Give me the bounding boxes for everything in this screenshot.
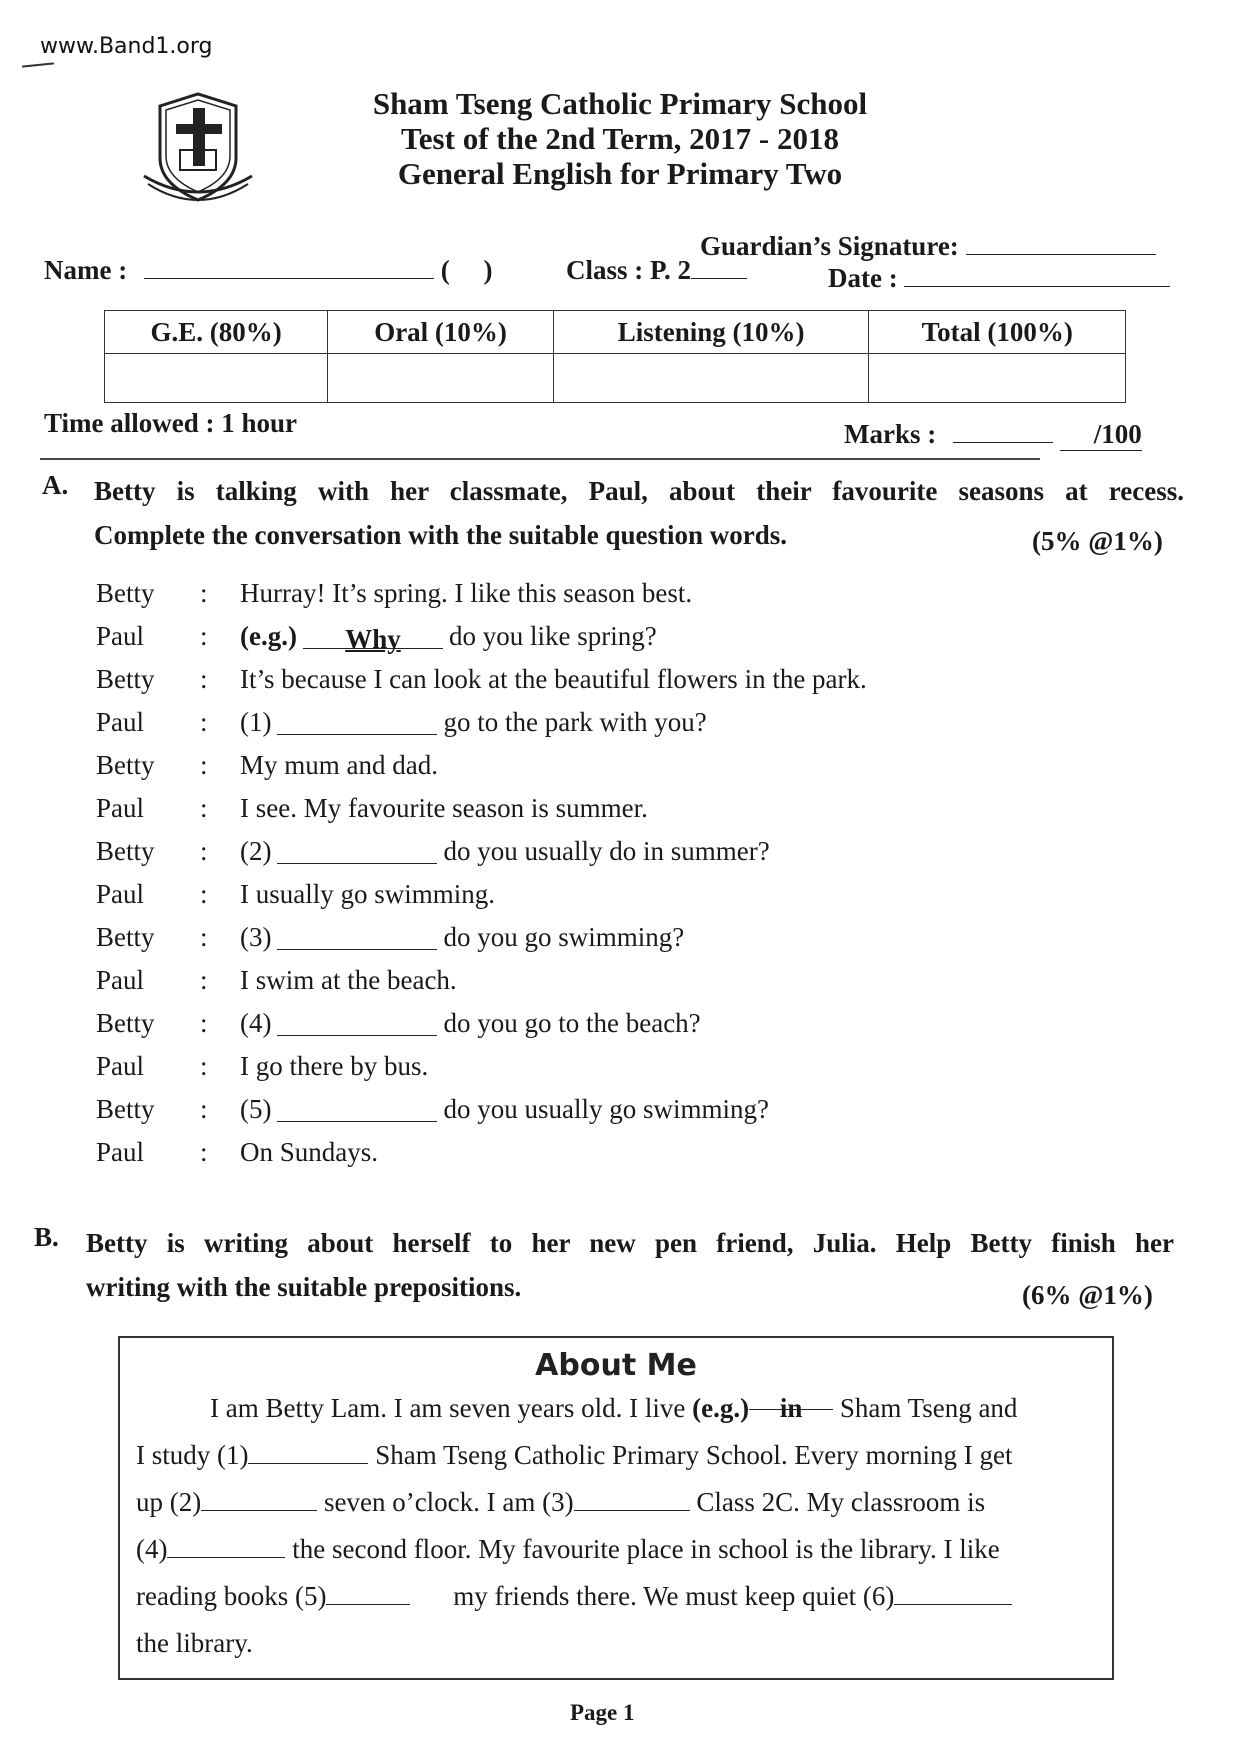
dialog-text: (2): [240, 836, 272, 866]
guardian-signature-row: [700, 230, 1156, 262]
guardian-signature-field[interactable]: [966, 230, 1156, 255]
marks-header-ge: G.E. (80%): [105, 311, 328, 354]
marks-cell-listening[interactable]: [553, 354, 869, 403]
section-a-instruction-2: Complete the conversation with the suitable question words.: [94, 520, 787, 550]
about-me-paragraph: [120, 1383, 1112, 1667]
dialog-list: [96, 572, 996, 1174]
para-text: my friends there. We must keep quiet (6): [446, 1581, 895, 1611]
marks-label: Marks :: [844, 419, 937, 449]
colon: :: [200, 793, 208, 823]
colon: :: [200, 578, 208, 608]
about-me-title: About Me: [535, 1348, 697, 1383]
para-text: seven o’clock. I am (3): [317, 1487, 574, 1517]
dialog-text: I go there by bus.: [240, 1051, 429, 1081]
section-b-instruction-1: Betty is writing about herself to her new pen friend, Julia. Help Betty finish her: [86, 1228, 1174, 1258]
marks-table: [104, 310, 1126, 403]
dialog-row: [96, 959, 996, 1002]
dialog-row: [96, 1002, 996, 1045]
dialog-text: I usually go swimming.: [240, 879, 495, 909]
speaker-name: Paul: [96, 965, 145, 995]
para-text: Sham Tseng and: [833, 1393, 1018, 1423]
dialog-text: (1): [240, 707, 272, 737]
blank-3[interactable]: [574, 1486, 690, 1511]
speaker-name: Betty: [96, 578, 155, 608]
example-answer: Why: [303, 624, 443, 649]
dialog-text: do you usually do in summer?: [443, 836, 770, 866]
time-allowed: Time allowed : 1 hour: [44, 408, 298, 438]
dialog-row: [96, 701, 996, 744]
dialog-row: [96, 916, 996, 959]
marks-header-oral: Oral (10%): [328, 311, 554, 354]
blank-6[interactable]: [894, 1580, 1012, 1605]
class-label: Class : P. 2: [565, 255, 691, 285]
marks-cell-total[interactable]: [869, 354, 1126, 403]
dialog-text: Hurray! It’s spring. I like this season best.: [240, 578, 693, 608]
colon: :: [200, 664, 208, 694]
dialog-row: [96, 744, 996, 787]
para-text: I am Betty Lam. I am seven years old. I live: [210, 1393, 693, 1423]
blank-2[interactable]: [201, 1486, 317, 1511]
para-text: the library.: [136, 1628, 253, 1658]
date-label: Date :: [828, 263, 898, 293]
colon: :: [200, 1051, 208, 1081]
para-text: the second floor. My favourite place in school is the library. I like: [285, 1534, 1000, 1564]
blank-4[interactable]: [167, 1533, 285, 1558]
dialog-text: (3): [240, 922, 272, 952]
speaker-name: Betty: [96, 922, 155, 952]
marks-cell-ge[interactable]: [105, 354, 328, 403]
marks-cell-oral[interactable]: [328, 354, 554, 403]
document-header: [300, 86, 940, 191]
para-text: Sham Tseng Catholic Primary School. Every morning I get: [368, 1440, 1013, 1470]
speaker-name: Betty: [96, 750, 155, 780]
dialog-text: do you like spring?: [448, 621, 657, 651]
colon: :: [200, 750, 208, 780]
dialog-row: [96, 615, 996, 658]
dialog-text: do you go swimming?: [443, 922, 685, 952]
dialog-row: [96, 658, 996, 701]
marks-row: [844, 418, 1142, 451]
dialog-text: (5): [240, 1094, 272, 1124]
speaker-name: Paul: [96, 621, 145, 651]
pen-mark: [22, 62, 54, 67]
website-label: www.Band1.org: [40, 34, 213, 59]
subject-title: General English for Primary Two: [397, 156, 843, 191]
section-a-score: (5% @1%): [1032, 526, 1163, 556]
name-label: Name :: [44, 255, 128, 285]
para-text: (4): [136, 1534, 168, 1564]
dialog-text: (e.g.): [240, 621, 297, 651]
marks-header-listening: Listening (10%): [553, 311, 869, 354]
speaker-name: Paul: [96, 1137, 145, 1167]
colon: :: [200, 836, 208, 866]
colon: :: [200, 707, 208, 737]
colon: :: [200, 965, 208, 995]
date-field[interactable]: [904, 262, 1170, 287]
dialog-text: I swim at the beach.: [240, 965, 457, 995]
answer-blank[interactable]: [277, 925, 437, 950]
example-label: (e.g.): [692, 1393, 750, 1423]
colon: :: [200, 621, 208, 651]
answer-blank[interactable]: [277, 1097, 437, 1122]
dialog-row: [96, 1045, 996, 1088]
section-b-score: (6% @1%): [1022, 1280, 1153, 1310]
guardian-signature-label: Guardian’s Signature:: [700, 231, 959, 261]
test-title: Test of the 2nd Term, 2017 - 2018: [400, 121, 840, 156]
dialog-text: go to the park with you?: [443, 707, 707, 737]
colon: :: [200, 1008, 208, 1038]
speaker-name: Betty: [96, 1008, 155, 1038]
school-name: Sham Tseng Catholic Primary School: [372, 86, 868, 121]
name-field[interactable]: [144, 254, 434, 279]
class-field[interactable]: [691, 254, 747, 279]
speaker-name: Betty: [96, 1094, 155, 1124]
blank-1[interactable]: [248, 1439, 368, 1464]
speaker-name: Betty: [96, 664, 155, 694]
marks-field[interactable]: [953, 418, 1053, 443]
colon: :: [200, 879, 208, 909]
dialog-text: My mum and dad.: [240, 750, 438, 780]
dialog-row: [96, 572, 996, 615]
dialog-text: do you go to the beach?: [443, 1008, 701, 1038]
dialog-text: I see. My favourite season is summer.: [240, 793, 648, 823]
colon: :: [200, 922, 208, 952]
page-number: Page 1: [570, 1700, 635, 1725]
class-number-paren: ( ): [440, 255, 493, 285]
para-text: Class 2C. My classroom is: [689, 1487, 986, 1517]
name-row: [44, 254, 747, 286]
marks-table-header-row: [105, 311, 1126, 354]
colon: :: [200, 1137, 208, 1167]
answer-blank[interactable]: [277, 1011, 437, 1036]
dialog-row: [96, 1088, 996, 1131]
section-b-instruction-2: writing with the suitable prepositions.: [86, 1272, 522, 1302]
dialog-row: [96, 1131, 996, 1174]
marks-total: /100: [1060, 419, 1142, 451]
marks-table-score-row: [105, 354, 1126, 403]
dialog-text: do you usually go swimming?: [443, 1094, 769, 1124]
colon: :: [200, 1094, 208, 1124]
dialog-row: [96, 787, 996, 830]
answer-blank[interactable]: [277, 710, 437, 735]
para-text: I study (1): [136, 1440, 249, 1470]
dialog-text: On Sundays.: [240, 1137, 379, 1167]
date-row: [828, 262, 1170, 294]
section-a-letter: A.: [42, 470, 69, 500]
marks-header-total: Total (100%): [869, 311, 1126, 354]
speaker-name: Paul: [96, 1051, 145, 1081]
school-crest-logo: [140, 88, 256, 208]
speaker-name: Paul: [96, 707, 145, 737]
para-text: up (2): [136, 1487, 202, 1517]
section-a-instruction-1: Betty is talking with her classmate, Paul, about their favourite seasons at recess.: [94, 476, 1184, 506]
blank-5[interactable]: [326, 1580, 410, 1605]
speaker-name: Betty: [96, 836, 155, 866]
example-answer: in: [749, 1385, 833, 1410]
divider: [40, 458, 1040, 460]
para-text: reading books (5): [136, 1581, 327, 1611]
section-b-letter: B.: [34, 1222, 59, 1252]
about-me-box: [118, 1336, 1114, 1680]
dialog-row: [96, 873, 996, 916]
dialog-row: [96, 830, 996, 873]
dialog-text: (4): [240, 1008, 272, 1038]
answer-blank[interactable]: [277, 839, 437, 864]
speaker-name: Paul: [96, 793, 145, 823]
dialog-text: It’s because I can look at the beautiful flowers in the park.: [240, 664, 867, 694]
speaker-name: Paul: [96, 879, 145, 909]
